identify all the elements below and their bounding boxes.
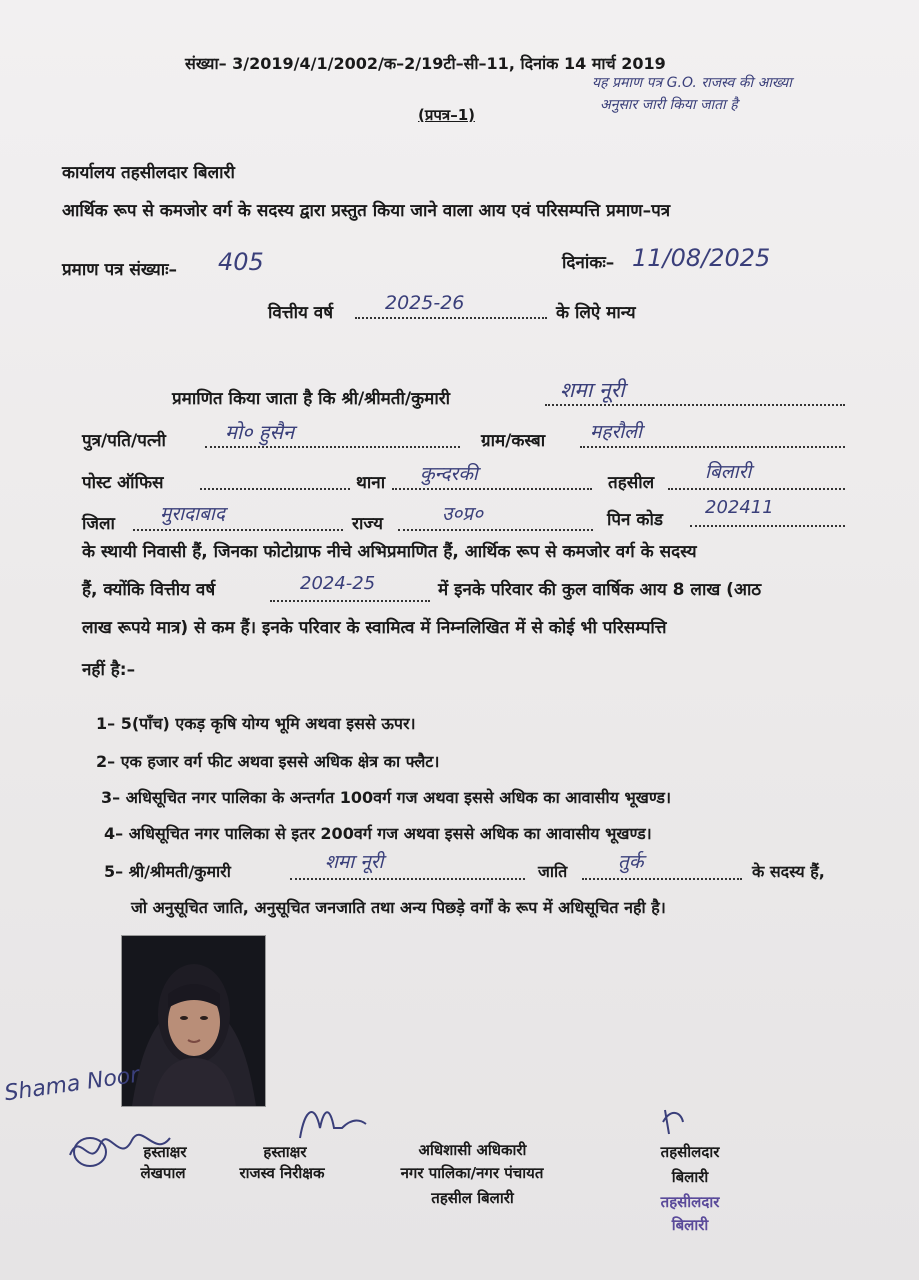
applicant-photo [121, 935, 266, 1107]
tehsil-dotline [668, 474, 845, 490]
certificate-number-label: प्रमाण पत्र संख्याः– [62, 260, 178, 280]
tehsil-label: तहसील [608, 473, 655, 493]
state-label: राज्य [352, 514, 383, 534]
district-value: मुरादाबाद [160, 503, 225, 525]
item5-caste-label: जाति [538, 862, 568, 881]
reference-number: संख्या– 3/2019/4/1/2002/क–2/19टी–सी–11, दिनांक 14 मार्च 2019 [185, 54, 666, 73]
eo-body: नगर पालिका/नगर पंचायत [400, 1164, 544, 1182]
certify-label: प्रमाणित किया जाता है कि श्री/श्रीमती/कुमारी [172, 389, 451, 409]
photo-signature: Shama Noor [2, 1062, 141, 1107]
post-office-dotline [200, 474, 350, 490]
document-title: आर्थिक रूप से कमजोर वर्ग के सदस्य द्वारा प्रस्तुत किया जाने वाला आय एवं परिसम्पत्ति प्रमाण–पत्र [62, 201, 671, 221]
lekhpal-signature-label: हस्ताक्षर [143, 1143, 187, 1161]
paragraph-line2-end: में इनके परिवार की कुल वार्षिक आय 8 लाख (आठ [438, 580, 762, 600]
thana-value: कुन्दरकी [420, 463, 478, 485]
paragraph-line4: नहीं है:– [82, 660, 136, 680]
item5-suffix: के सदस्य हैं, [752, 862, 825, 881]
applicant-photo-image [122, 936, 265, 1106]
village-value: महरौली [590, 421, 642, 443]
tehsildar-place: बिलारी [671, 1168, 709, 1186]
date-label: दिनांकः– [562, 253, 615, 273]
condition-item: 3– अधिसूचित नगर पालिका के अन्तर्गत 100वर्ग गज अथवा इससे अधिक का आवासीय भूखण्ड। [101, 788, 672, 807]
eo-title: अधिशासी अधिकारी [418, 1141, 527, 1159]
item5-line2: जो अनुसूचित जाति, अनुसूचित जनजाति तथा अन्य पिछड़े वर्गों के रूप में अधिसूचित नही है। [131, 898, 666, 917]
item5-caste-value: तुर्क [618, 851, 644, 873]
handwritten-note-line2: अनुसार जारी किया जाता है [600, 97, 738, 113]
fy-suffix: के लिऐ मान्य [556, 303, 636, 323]
pin-value: 202411 [705, 497, 774, 518]
relation-label: पुत्र/पति/पत्नी [82, 431, 166, 451]
district-label: जिला [82, 514, 115, 534]
thana-label: थाना [356, 473, 386, 493]
lekhpal-title: लेखपाल [140, 1164, 186, 1182]
office-name: कार्यालय तहसीलदार बिलारी [62, 163, 235, 183]
paragraph-line2-start: हैं, क्योंकि वित्तीय वर्ष [82, 580, 216, 600]
paragraph-line1: के स्थायी निवासी हैं, जिनका फोटोग्राफ नीचे अभिप्रमाणित हैं, आर्थिक रूप से कमजोर वर्ग के सदस्य [82, 542, 697, 562]
tehsildar-signature-scribble [655, 1100, 695, 1145]
relation-value: मो० हुसैन [225, 420, 295, 444]
condition-item: 4– अधिसूचित नगर पालिका से इतर 200वर्ग गज अथवा इससे अधिक का आवासीय भूखण्ड। [104, 824, 652, 843]
tehsil-value: बिलारी [705, 461, 752, 483]
condition-item: 2– एक हजार वर्ग फीट अथवा इससे अधिक क्षेत्र का फ्लैट। [96, 752, 440, 771]
fy-label: वित्तीय वर्ष [268, 303, 334, 323]
certificate-number-value: 405 [218, 248, 264, 276]
item5-prefix: 5– श्री/श्रीमती/कुमारी [104, 862, 231, 881]
eo-tehsil: तहसील बिलारी [431, 1189, 514, 1207]
ri-signature-label: हस्ताक्षर [263, 1143, 307, 1161]
paragraph-line3: लाख रूपये मात्र) से कम हैं। इनके परिवार के स्वामित्व में निम्नलिखित में से कोई भी परिसम्पत्ति [82, 618, 667, 638]
village-label: ग्राम/कस्बा [481, 431, 546, 451]
handwritten-note-line1: यह प्रमाण पत्र G.O. राजस्व की आख्या [592, 75, 792, 91]
state-value: उ०प्र० [442, 503, 483, 525]
tehsildar-stamp-title: तहसीलदार [660, 1193, 720, 1211]
tehsildar-title: तहसीलदार [660, 1143, 720, 1161]
date-value: 11/08/2025 [632, 244, 771, 272]
tehsildar-stamp-place: बिलारी [671, 1216, 709, 1234]
post-office-label: पोस्ट ऑफिस [82, 473, 164, 493]
condition-item: 1– 5(पाँच) एकड़ कृषि योग्य भूमि अथवा इससे ऊपर। [96, 714, 416, 733]
form-label: (प्रपत्र–1) [418, 106, 475, 124]
name-value: शमा नूरी [560, 378, 625, 402]
state-dotline [398, 515, 593, 531]
item5-caste-dotline [582, 864, 742, 880]
ri-title: राजस्व निरीक्षक [239, 1164, 325, 1182]
fy-value: 2025-26 [385, 292, 465, 314]
paragraph-fy-value: 2024-25 [300, 573, 376, 594]
pin-label: पिन कोड [607, 510, 663, 530]
item5-name-value: शमा नूरी [325, 851, 384, 873]
